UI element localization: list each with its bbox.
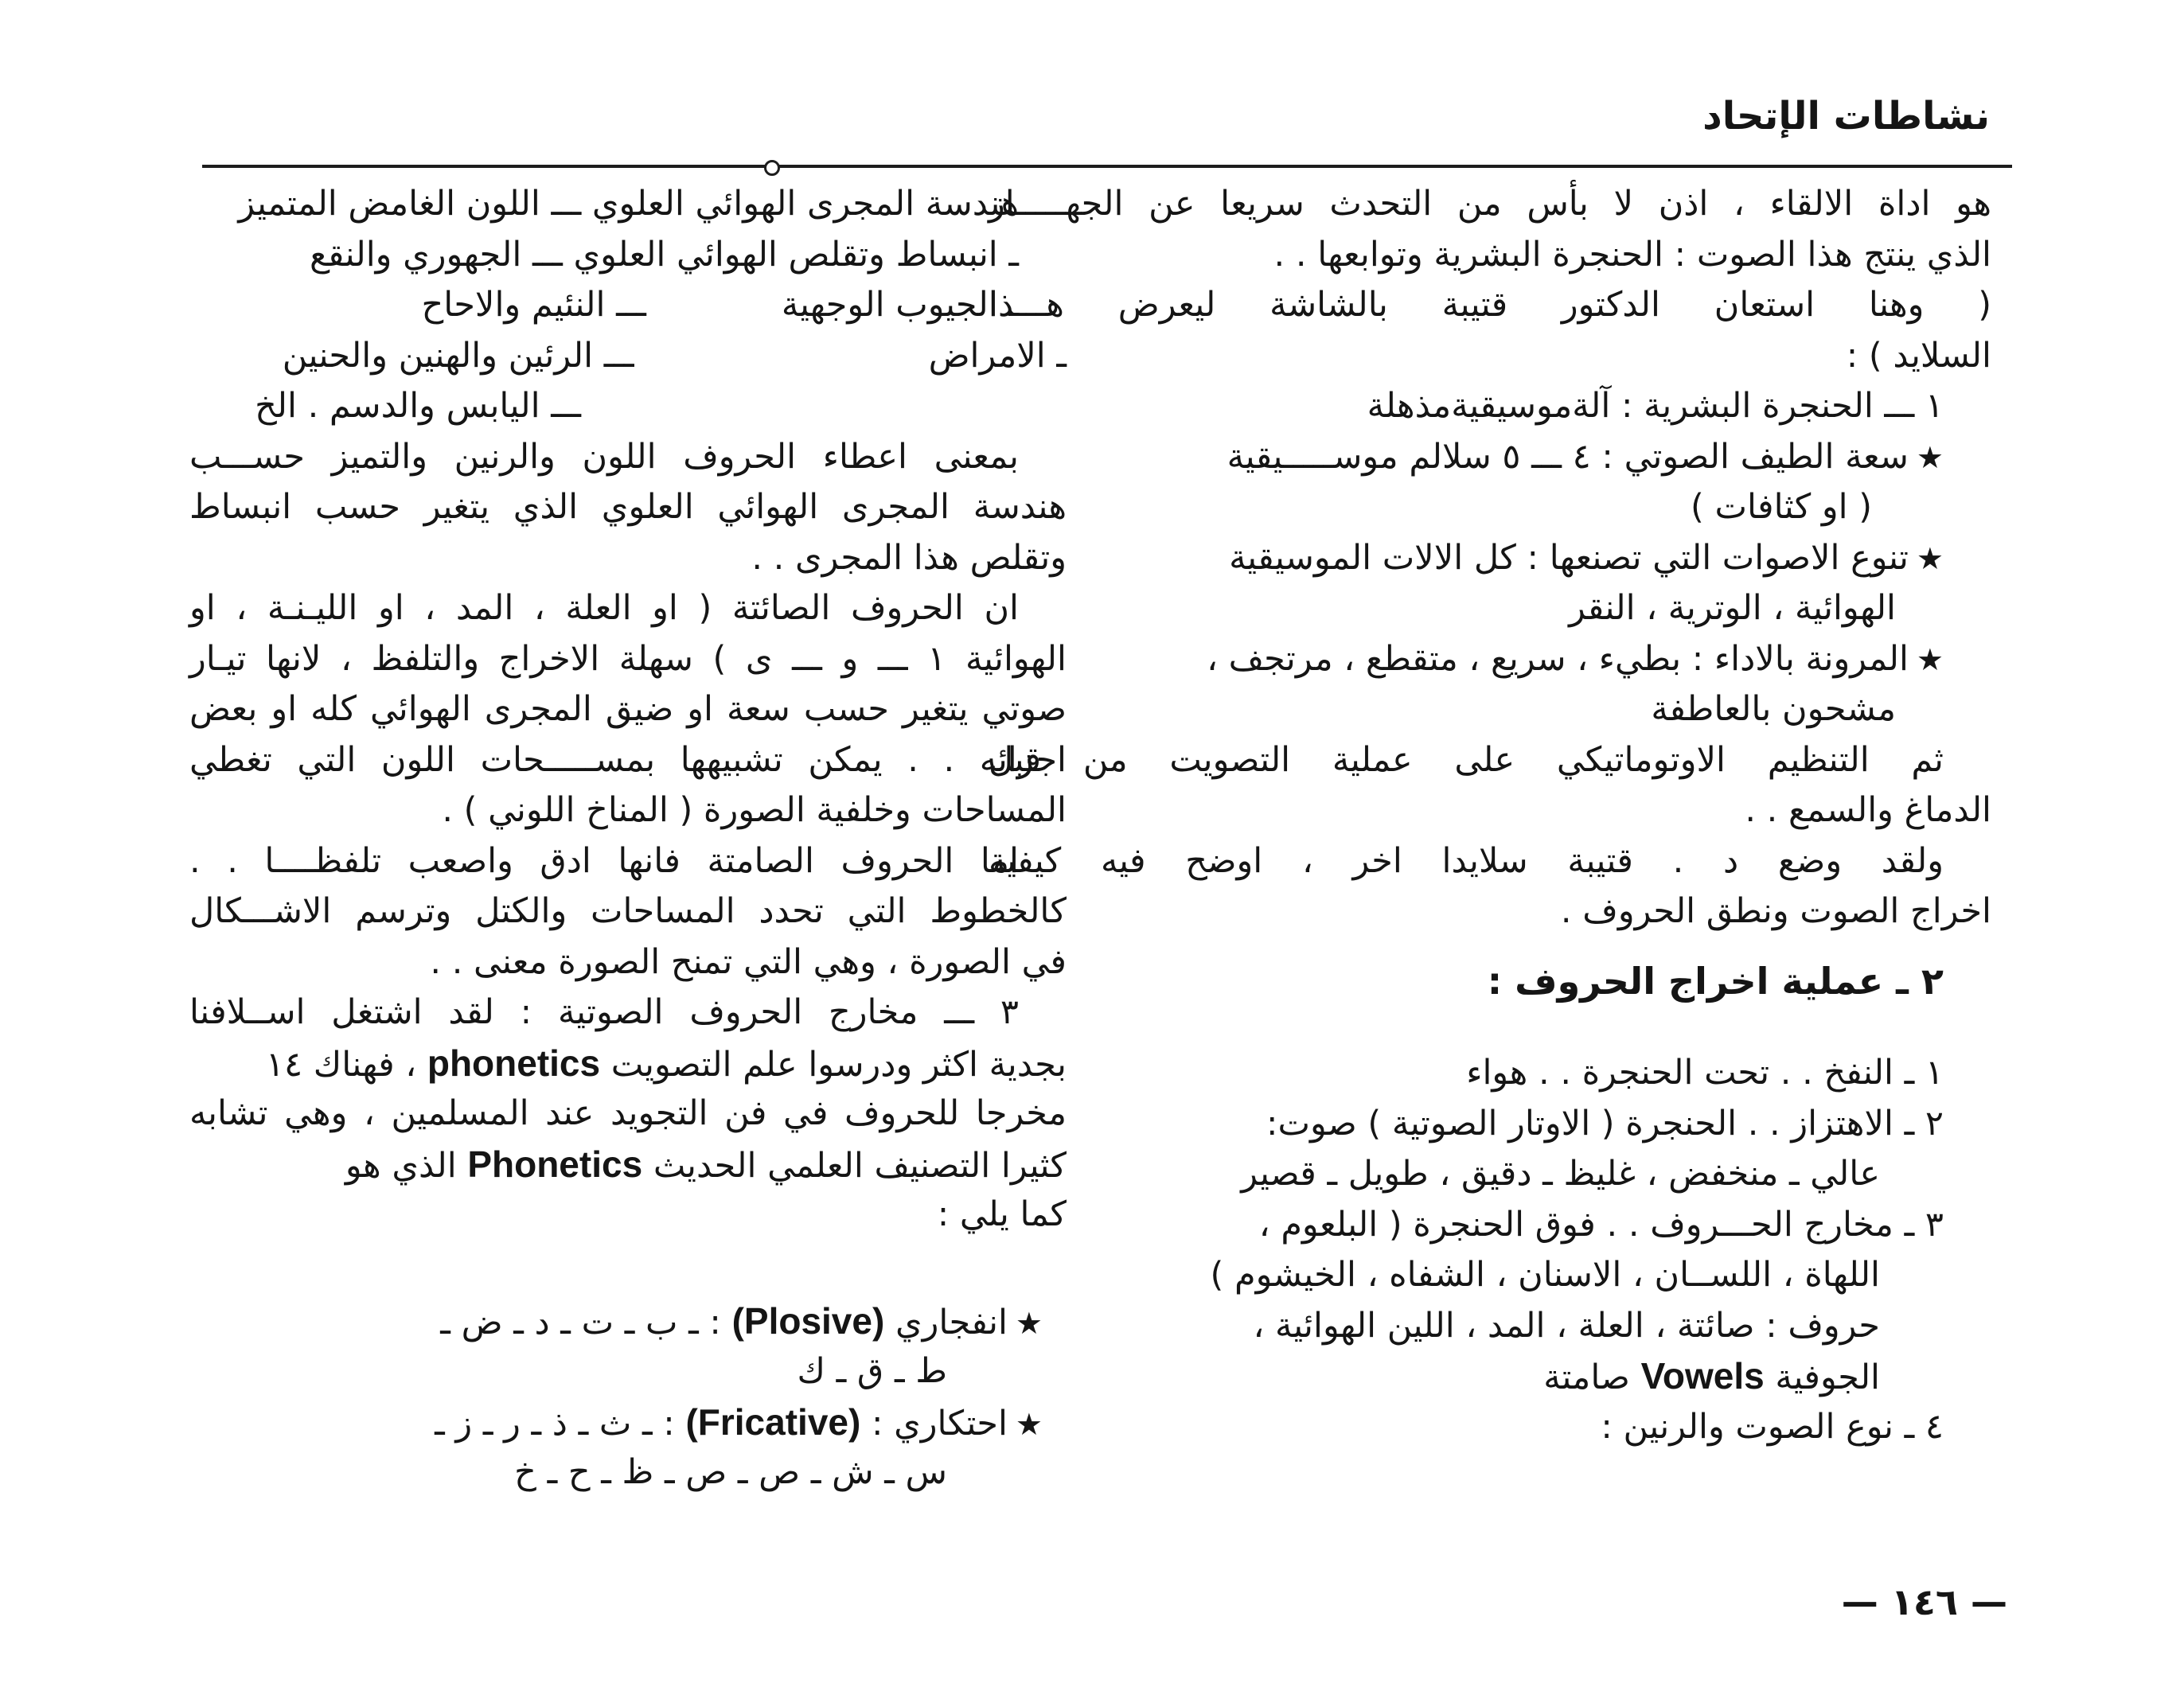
paragraph-line: في الصورة ، وهي التي تمنح الصورة معنى . .: [430, 941, 1067, 982]
paragraph-line: ٣ ـــ مخارج الحروف الصوتية : لقد اشتغل اســلافنا: [189, 992, 1019, 1032]
vowels-term: Vowels: [1640, 1355, 1765, 1397]
paragraph-line: ـ انبساط وتقلص الهوائي العلوي ـــ الجهوري والنقع: [309, 234, 1019, 275]
list-item: ٣ ـ مخارج الحـــروف . . فوق الحنجرة ( البلعوم ،: [1258, 1204, 1944, 1245]
paragraph-line: هندسة المجرى الهوائي العلوي ـــ اللون الغامض المتميز: [238, 184, 1019, 224]
paragraph-line: الدماغ والسمع . .: [1745, 790, 1991, 830]
section-heading: ٢ ـ عملية اخراج الحروف :: [1487, 959, 1944, 1003]
paragraph-line: السلايد ) :: [1846, 335, 1991, 376]
header-rule: [202, 165, 2012, 168]
paragraph-line: مخرجا للحروف في فن التجويد عند المسلمين ، وهي تشابه: [189, 1093, 1067, 1133]
paragraph-line: وتقلص هذا المجرى . .: [751, 537, 1067, 578]
paragraph-line: هو اداة الالقاء ، اذن لا بأس من التحدث سريعا عن الجهـــــاز: [989, 184, 1991, 224]
star-icon: ★: [1916, 439, 1944, 475]
star-icon: ★: [1015, 1305, 1043, 1341]
paragraph-line: المساحات وخلفية الصورة ( المناخ اللوني ) .: [442, 790, 1067, 830]
paragraph-line: الذي ينتج هذا الصوت : الحنجرة البشرية وتوابعها . .: [1273, 234, 1991, 275]
bullet-item-continuation: مشحون بالعاطفة: [1651, 689, 1896, 729]
paragraph-line: اجزائه . . يمكن تشبيهها بمســـــحات اللون التي تغطي: [189, 739, 1067, 780]
left-column: [189, 179, 1067, 1498]
paragraph-line: ان الحروف الصائتة ( او العلة ، المد ، او الليـنـة ، او: [189, 588, 1019, 628]
list-item: ٤ ـ نوع الصوت والرنين :: [1601, 1406, 1944, 1447]
paragraph-line: كثيرا التصنيف العلمي الحديث Phonetics الذي هو: [345, 1143, 1067, 1186]
list-item-continuation: اللهاة ، اللســان ، الاسنان ، الشفاه ، الخيشوم ): [1210, 1255, 1880, 1295]
star-icon: ★: [1015, 1406, 1043, 1442]
paragraph-line: صوتي يتغير حسب سعة او ضيق المجرى الهوائي كله او بعض: [189, 689, 1067, 729]
paragraph-line: ـ الامراضـــ الرئين والهنين والحنين: [282, 335, 1067, 376]
paragraph-line: اخراج الصوت ونطق الحروف .: [1560, 891, 1991, 931]
list-item-continuation: عالي ـ منخفض ، غليظ ـ دقيق ، طويل ـ قصير: [1241, 1154, 1880, 1194]
paragraph-line: ـــ اليابس والدسم . الخ: [255, 386, 581, 426]
paragraph-line: ولقد وضع د . قتيبة سلايدا اخر ، اوضح فيه كيفية: [989, 840, 1944, 881]
page-number: — ١٤٦ —: [1841, 1580, 2007, 1623]
phonetics-term-2: Phonetics: [467, 1143, 643, 1185]
page-header-title: نشاطات الإتحاد: [1702, 94, 1990, 138]
paragraph-line: هندسة المجرى الهوائي العلوي الذي يتغير حسب انبساط: [189, 487, 1067, 527]
paragraph-line: بجدية اكثر ودرسوا علم التصويت phonetics ، فهناك ١٤: [265, 1042, 1067, 1085]
bullet-item-continuation: ( او كثافات ): [1691, 487, 1872, 527]
paragraph-line: ـ الجيوب الوجهيةـــ النئيم والاحاح: [421, 285, 1019, 325]
bullet-item: ★احتكاري : (Fricative) : ـ ث ـ ذ ـ ر ـ ز ـ: [435, 1401, 1043, 1443]
bullet-item: ★تنوع الاصوات التي تصنعها : كل الالات الموسيقية: [1229, 537, 1944, 578]
star-icon: ★: [1916, 540, 1944, 576]
bullet-item-continuation: الهوائية ، الوترية ، النقر: [1569, 588, 1896, 628]
paragraph-line: اما الحروف الصامتة فانها ادق واصعب تلفظــــا . .: [189, 840, 1019, 881]
list-item-continuation: الجوفية Vowels صامتة: [1543, 1355, 1880, 1397]
list-item: ٢ ـ الاهتزاز . . الحنجرة ( الاوتار الصوتية ) صوت:: [1266, 1103, 1944, 1143]
bullet-item: ★انفجاري (Plosive) : ـ ب ـ ت ـ د ـ ض ـ: [440, 1299, 1043, 1342]
phonetics-term: phonetics: [427, 1042, 601, 1084]
bullet-item-continuation: ط ـ ق ـ ك: [797, 1351, 947, 1391]
list-item-continuation: حروف : صائتة ، العلة ، المد ، اللين الهوائية ،: [1253, 1305, 1880, 1346]
paragraph-line: ثم التنظيم الاوتوماتيكي على عملية التصويت من قبل: [989, 739, 1944, 780]
right-column: [989, 179, 1991, 1452]
list-item: ١ ـ النفخ . . تحت الحنجرة . . هواء: [1466, 1053, 1944, 1093]
paragraph-line: كما يلي :: [937, 1194, 1067, 1234]
bullet-item: ★المرونة بالاداء : بطيء ، سريع ، متقطع ، مرتجف ،: [1207, 638, 1944, 679]
star-icon: ★: [1916, 641, 1944, 677]
paragraph-line: ( وهنا استعان الدكتور قتيبة بالشاشة ليعرض هـــذا: [989, 285, 1991, 325]
paragraph-line: بمعنى اعطاء الحروف اللون والرنين والتميز حســـب: [189, 436, 1019, 477]
bullet-item: ★سعة الطيف الصوتي : ٤ ـــ ٥ سلالم موســـــيقية: [1227, 436, 1944, 477]
paragraph-line: الهوائية ١ ـــ و ـــ ى ) سهلة الاخراج والتلفظ ، لانها تيـار: [189, 638, 1067, 679]
bullet-item-continuation: س ـ ش ـ ص ـ ص ـ ظ ـ ح ـ خ: [514, 1452, 947, 1492]
paragraph-line: كالخطوط التي تحدد المساحات والكتل وترسم الاشـــكال: [189, 891, 1067, 931]
list-item: ١ ـــ الحنجرة البشرية : آلةموسيقيةمذهلة: [1367, 386, 1944, 426]
header-rule-ornament: [764, 160, 780, 176]
